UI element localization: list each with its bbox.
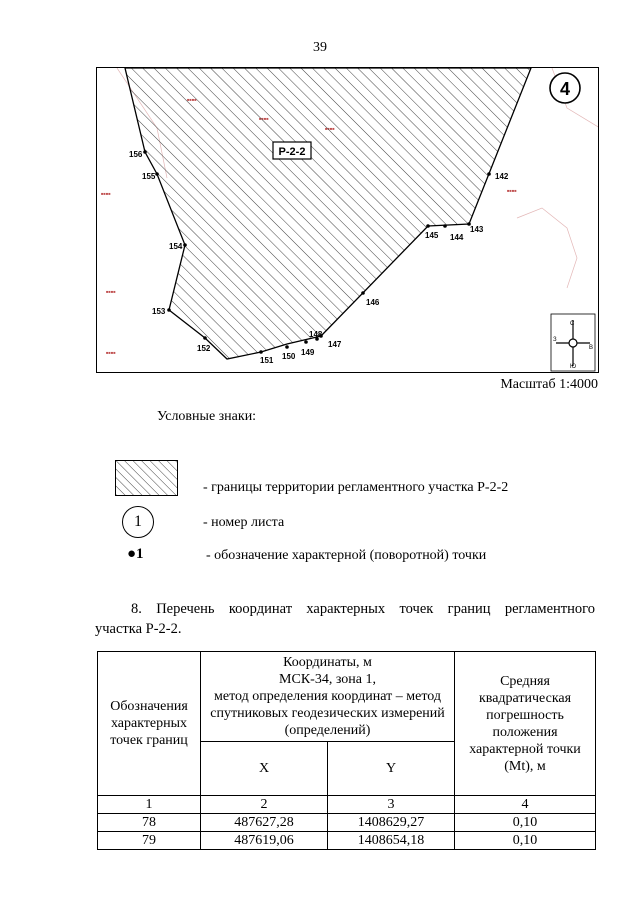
point-label: 149 bbox=[301, 348, 315, 357]
point-label: 150 bbox=[282, 352, 296, 361]
map-drawing bbox=[97, 68, 599, 373]
point-label: 154 bbox=[169, 242, 183, 251]
zone-label: Р-2-2 bbox=[278, 146, 306, 158]
map-marker: ■■■■ bbox=[101, 191, 111, 196]
point-label: 146 bbox=[366, 298, 380, 307]
point-label: 155 bbox=[142, 172, 156, 181]
cadastral-map bbox=[96, 67, 599, 373]
point-label: 147 bbox=[328, 340, 342, 349]
legend-title: Условные знаки: bbox=[157, 409, 257, 424]
section-heading-line1: 8. Перечень координат характерных точек границ регламентного bbox=[131, 601, 595, 617]
background-line bbox=[517, 208, 577, 288]
header-point-designation: Обозначения характерных точек границ bbox=[98, 652, 201, 796]
point-label: 153 bbox=[152, 307, 166, 316]
header-coordinates: Координаты, м МСК-34, зона 1, метод определения координат – метод спутниковых геодезических измерений (определений) bbox=[201, 652, 455, 742]
map-marker: ■■■■ bbox=[106, 350, 116, 355]
compass-north: С bbox=[570, 321, 575, 327]
point-label: 145 bbox=[425, 231, 439, 240]
coordinates-table bbox=[97, 651, 596, 850]
header-y: Y bbox=[328, 742, 455, 796]
compass-south: Ю bbox=[570, 364, 577, 370]
sheet-number: 4 bbox=[559, 79, 571, 99]
zone-boundary bbox=[125, 68, 531, 359]
point-label: 142 bbox=[495, 172, 509, 181]
header-x: X bbox=[201, 742, 328, 796]
map-marker: ■■■■ bbox=[106, 289, 116, 294]
point-label: 148 bbox=[309, 330, 323, 339]
compass-west: З bbox=[553, 337, 557, 343]
map-scale: Масштаб 1:4000 bbox=[500, 377, 598, 392]
table-index-row: 1 2 3 4 bbox=[98, 796, 596, 814]
point-label: 151 bbox=[260, 356, 274, 365]
legend-hatch-text: - границы территории регламентного участка Р-2-2 bbox=[203, 480, 509, 495]
compass-rose bbox=[551, 314, 595, 371]
point-label: 152 bbox=[197, 344, 211, 353]
legend-sheet-sample: 1 bbox=[122, 506, 154, 538]
page-number: 39 bbox=[313, 40, 327, 55]
table-row: 78 487627,28 1408629,27 0,10 bbox=[98, 814, 596, 832]
section-heading-line2: участка Р-2-2. bbox=[95, 621, 182, 637]
map-marker: ■■■■ bbox=[507, 188, 517, 193]
point-label: 156 bbox=[129, 150, 143, 159]
section-heading bbox=[95, 599, 595, 639]
header-mean-square-error: Средняя квадратическая погрешность положения характерной точки (Mt), м bbox=[455, 652, 596, 796]
compass-east: В bbox=[589, 345, 594, 351]
point-label: 143 bbox=[470, 225, 484, 234]
point-label: 144 bbox=[450, 233, 464, 242]
table-row: 79 487619,06 1408654,18 0,10 bbox=[98, 832, 596, 850]
legend-point-sample: ●1 bbox=[127, 546, 144, 562]
legend-hatch-swatch bbox=[115, 460, 178, 496]
legend-point-text: - обозначение характерной (поворотной) точки bbox=[206, 548, 487, 563]
legend-sheet-text: - номер листа bbox=[203, 515, 285, 530]
